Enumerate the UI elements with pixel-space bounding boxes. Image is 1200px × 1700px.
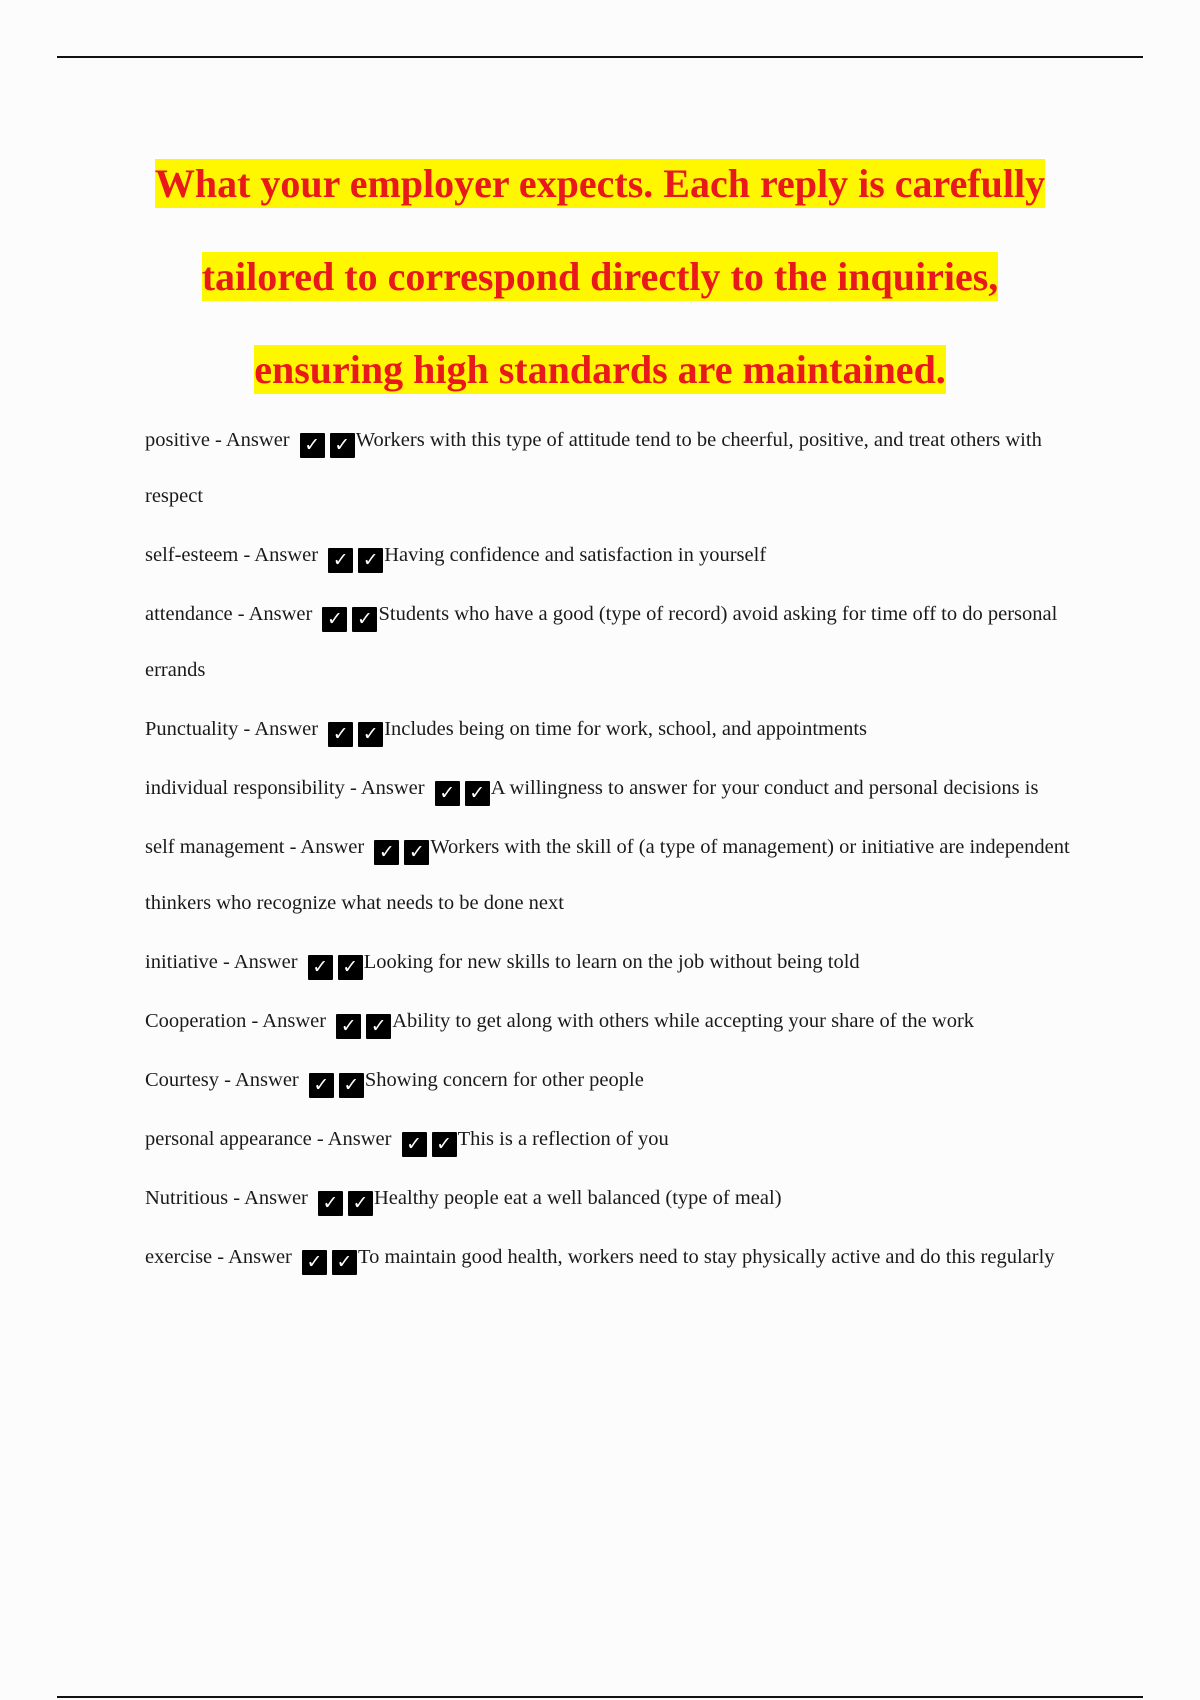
check-box-icon: ✓ — [366, 1014, 391, 1039]
qa-item: Cooperation - Answer ✓ ✓ Ability to get along with others while accepting your share of the work — [145, 1010, 975, 1037]
qa-item: exercise - Answer ✓ ✓ To maintain good health, workers need to stay physically active and do this regularly — [145, 1246, 1055, 1273]
check-box-icon: ✓ — [309, 1073, 334, 1098]
check-box-icon: ✓ — [332, 1250, 357, 1275]
answer-label: Answer — [360, 777, 425, 799]
check-box-icon: ✓ — [339, 1073, 364, 1098]
check-box-icon: ✓ — [432, 1132, 457, 1157]
term: Nutritious — [145, 1187, 229, 1209]
page-title — [60, 137, 1140, 416]
term: Courtesy — [145, 1069, 220, 1091]
answer-text: This is a reflection of you — [457, 1128, 669, 1150]
check-box-icon: ✓ — [358, 722, 383, 747]
check-box-icon: ✓ — [352, 607, 377, 632]
term: positive — [145, 429, 210, 451]
check-box-icon: ✓ — [338, 955, 363, 980]
answer-text: Workers with the skill of (a type of management) or initiative are independent thinkers who recognize what needs to be done next — [145, 836, 1070, 914]
answer-text: Workers with this type of attitude tend to be cheerful, positive, and treat others with respect — [145, 429, 1042, 507]
answer-label: Answer — [262, 1010, 327, 1032]
check-box-icon: ✓ — [330, 433, 355, 458]
answer-label: Answer — [327, 1128, 392, 1150]
check-box-icon: ✓ — [328, 548, 353, 573]
qa-item: self-esteem - Answer ✓ ✓ Having confidence and satisfaction in yourself — [145, 544, 767, 571]
answer-label: Answer — [254, 718, 319, 740]
qa-item: positive - Answer ✓ ✓ Workers with this type of attitude tend to be cheerful, positive, and treat others with respect — [145, 429, 1042, 507]
check-box-icon: ✓ — [300, 433, 325, 458]
qa-item: Punctuality - Answer ✓ ✓ Includes being on time for work, school, and appointments — [145, 718, 868, 745]
check-box-icon: ✓ — [402, 1132, 427, 1157]
term: exercise — [145, 1246, 213, 1268]
check-box-icon: ✓ — [404, 840, 429, 865]
answer-text: Students who have a good (type of record) avoid asking for time off to do personal errands — [145, 603, 1058, 681]
check-box-icon: ✓ — [308, 955, 333, 980]
check-box-icon: ✓ — [336, 1014, 361, 1039]
term: individual responsibility — [145, 777, 345, 799]
answer-label: Answer — [233, 951, 298, 973]
check-box-icon: ✓ — [318, 1191, 343, 1216]
check-box-icon: ✓ — [328, 722, 353, 747]
answer-text: To maintain good health, workers need to stay physically active and do this regularly — [358, 1246, 1055, 1268]
answer-text: Includes being on time for work, school, and appointments — [384, 718, 868, 740]
qa-item: individual responsibility - Answer ✓ ✓ A willingness to answer for your conduct and personal decisions is — [145, 777, 1039, 804]
top-rule — [57, 56, 1143, 58]
answer-text: Ability to get along with others while accepting your share of the work — [392, 1010, 975, 1032]
answer-label: Answer — [300, 836, 365, 858]
term: personal appearance — [145, 1128, 312, 1150]
check-box-icon: ✓ — [374, 840, 399, 865]
qa-item: Courtesy - Answer ✓ ✓ Showing concern for other people — [145, 1069, 644, 1096]
term: attendance — [145, 603, 233, 625]
term: self management — [145, 836, 285, 858]
qa-item: initiative - Answer ✓ ✓ Looking for new skills to learn on the job without being told — [145, 951, 860, 978]
qa-item: attendance - Answer ✓ ✓ Students who have a good (type of record) avoid asking for time off to do personal errands — [145, 603, 1058, 681]
qa-item: personal appearance - Answer ✓ ✓ This is a reflection of you — [145, 1128, 669, 1155]
title-line: ensuring high standards are maintained. — [254, 347, 946, 392]
term: self-esteem — [145, 544, 239, 566]
term: Cooperation — [145, 1010, 247, 1032]
check-box-icon: ✓ — [465, 781, 490, 806]
check-box-icon: ✓ — [435, 781, 460, 806]
check-box-icon: ✓ — [302, 1250, 327, 1275]
answer-label: Answer — [248, 603, 313, 625]
answer-text: Having confidence and satisfaction in yourself — [384, 544, 767, 566]
check-box-icon: ✓ — [358, 548, 383, 573]
title-line: tailored to correspond directly to the inquiries, — [201, 254, 999, 299]
qa-item: Nutritious - Answer ✓ ✓ Healthy people eat a well balanced (type of meal) — [145, 1187, 782, 1214]
answer-label: Answer — [228, 1246, 292, 1268]
check-box-icon: ✓ — [348, 1191, 373, 1216]
answer-text: Looking for new skills to learn on the job without being told — [363, 951, 860, 973]
check-box-icon: ✓ — [322, 607, 347, 632]
title-line: What your employer expects. Each reply is carefully — [154, 161, 1046, 206]
answer-label: Answer — [254, 544, 319, 566]
answer-text: Healthy people eat a well balanced (type of meal) — [374, 1187, 782, 1209]
answer-label: Answer — [225, 429, 290, 451]
answer-text: Showing concern for other people — [364, 1069, 644, 1091]
qa-item: self management - Answer ✓ ✓ Workers with the skill of (a type of management) or initiative are independent thinkers who recognize what needs to be done next — [145, 836, 1070, 914]
answer-text: A willingness to answer for your conduct and personal decisions is — [490, 777, 1039, 799]
qa-list — [145, 412, 1090, 1288]
term: Punctuality — [145, 718, 239, 740]
answer-label: Answer — [234, 1069, 299, 1091]
answer-label: Answer — [244, 1187, 308, 1209]
term: initiative — [145, 951, 218, 973]
bottom-rule — [57, 1696, 1143, 1698]
